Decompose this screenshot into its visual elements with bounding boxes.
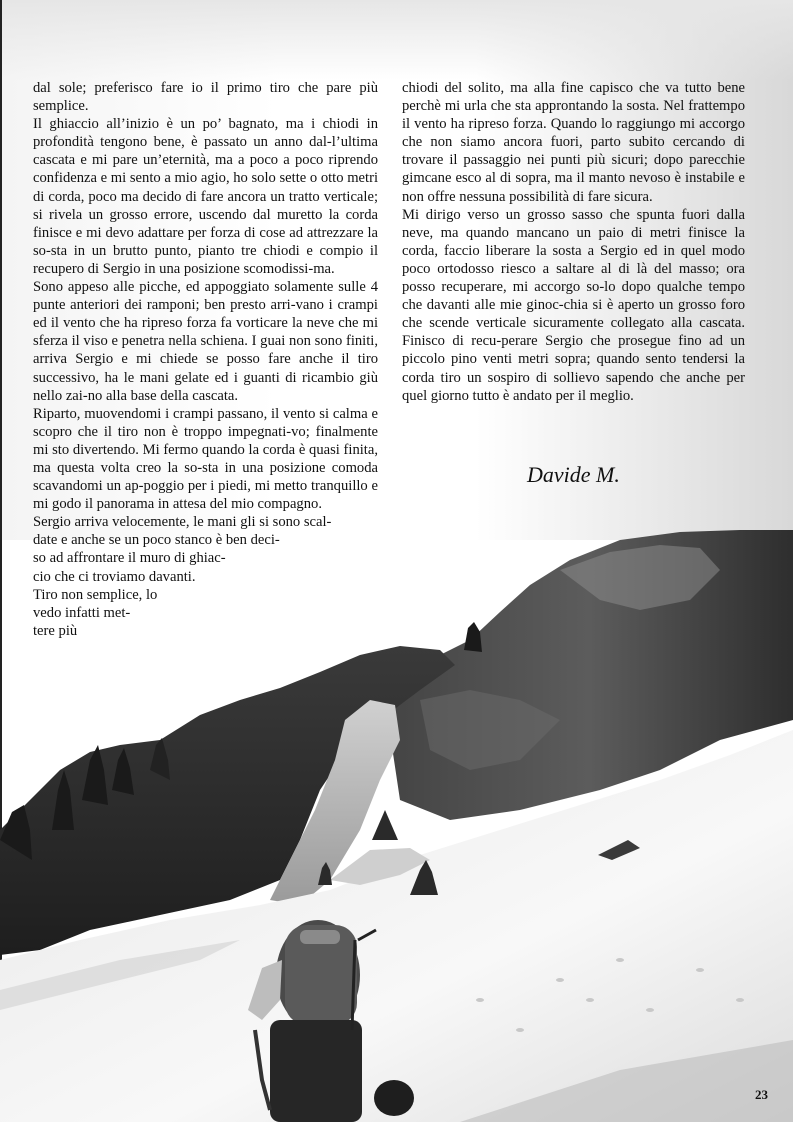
paragraph: Riparto, muovendomi i crampi passano, il vento si calma e scopro che il tiro non è troppo impegnati-vo; finalmente mi sto divertendo. Mi fermo quando la corda è quasi finita, ma questa volta creo la so-sta in una posizione comoda scavandomi un ap-poggio per i piedi, mi metto tranquillo e mi godo il panorama in attesa del mio compagno. bbox=[33, 405, 378, 513]
text-line: cio che ci troviamo davanti. bbox=[33, 568, 196, 585]
text-line: so ad affrontare il muro di ghiac- bbox=[33, 550, 226, 567]
article-right-column bbox=[402, 79, 745, 405]
paragraph: Mi dirigo verso un grosso sasso che spunta fuori dalla neve, ma quando mancano un paio di metri finisce la corda, faccio liberare la sosta a Sergio ed in quel modo poco ortodosso riesco a saltare al di là del masso; ora posso recuperare, mi accorgo so-lo dopo qualche tempo che davanti alle mie ginoc-chia si è aperto un grosso foro che scende verticale sicuramente collegato alla cascata. Finisco di recu-perare Sergio che prosegue fino ad un piccolo pino venti metri sopra; quando sento tendersi la corda tiro un sospiro di sollievo sapendo che anche per quel giorno tutto è andato per il meglio. bbox=[402, 206, 745, 404]
paragraph: dal sole; preferisco fare io il primo tiro che pare più semplice. bbox=[33, 80, 378, 115]
paragraph-wrapped-around-photo bbox=[33, 513, 378, 640]
text-line: Tiro non semplice, lo bbox=[33, 586, 158, 603]
paragraph: Il ghiaccio all’inizio è un po’ bagnato, ma i chiodi in profondità tengono bene, è passato un anno dal-l’ultima cascata e mi pare un’eternità, ma a poco a poco riprendo confidenza e mi sento a mio agio, ho solo sette o otto metri di corda, poco ma decido di fare ancora un tratto verticale; si rivela un grosso errore, uscendo dal muretto la corda finisce e mi devo adattare per forza di cose ad attrezzare la so-sta in un brutto punto, pianto tre chiodi e compio il recupero di Sergio in una posizione scomodissi-ma. bbox=[33, 116, 378, 277]
author-signature: Davide M. bbox=[527, 462, 620, 487]
page-number: 23 bbox=[755, 1087, 768, 1102]
paragraph: chiodi del solito, ma alla fine capisco che va tutto bene perchè mi urla che sta approntando la sosta. Nel frattempo il vento ha ripreso forza. Quando lo raggiungo mi accorgo che non siamo ancora fuori, parto subito cercando di trovare il passaggio nei punti più sicuri; dopo parecchie gimcane esco al di sopra, ma il manto nevoso è instabile e non offre nessuna possibilità di fare sicura. bbox=[402, 80, 745, 205]
text-line: tere più bbox=[33, 622, 78, 639]
text-line: vedo infatti met- bbox=[33, 604, 131, 621]
article-left-column bbox=[33, 79, 378, 640]
paragraph: Sono appeso alle picche, ed appoggiato solamente sulle 4 punte anteriori dei ramponi; ben presto arri-vano i crampi ed il vento che ha ripreso forza fa vorticare la neve che mi sferza il viso e penetra nella schiena. I guai non sono finiti, arriva Sergio e mi chiede se posso fare anche il tiro successivo, ha le mani gelate ed i guanti di ricambio giù nello zai-no alla base della cascata. bbox=[33, 279, 378, 404]
text-line: date e anche se un poco stanco è ben deci- bbox=[33, 532, 280, 549]
text-line: Sergio arriva velocemente, le mani gli si sono scal- bbox=[33, 514, 332, 531]
